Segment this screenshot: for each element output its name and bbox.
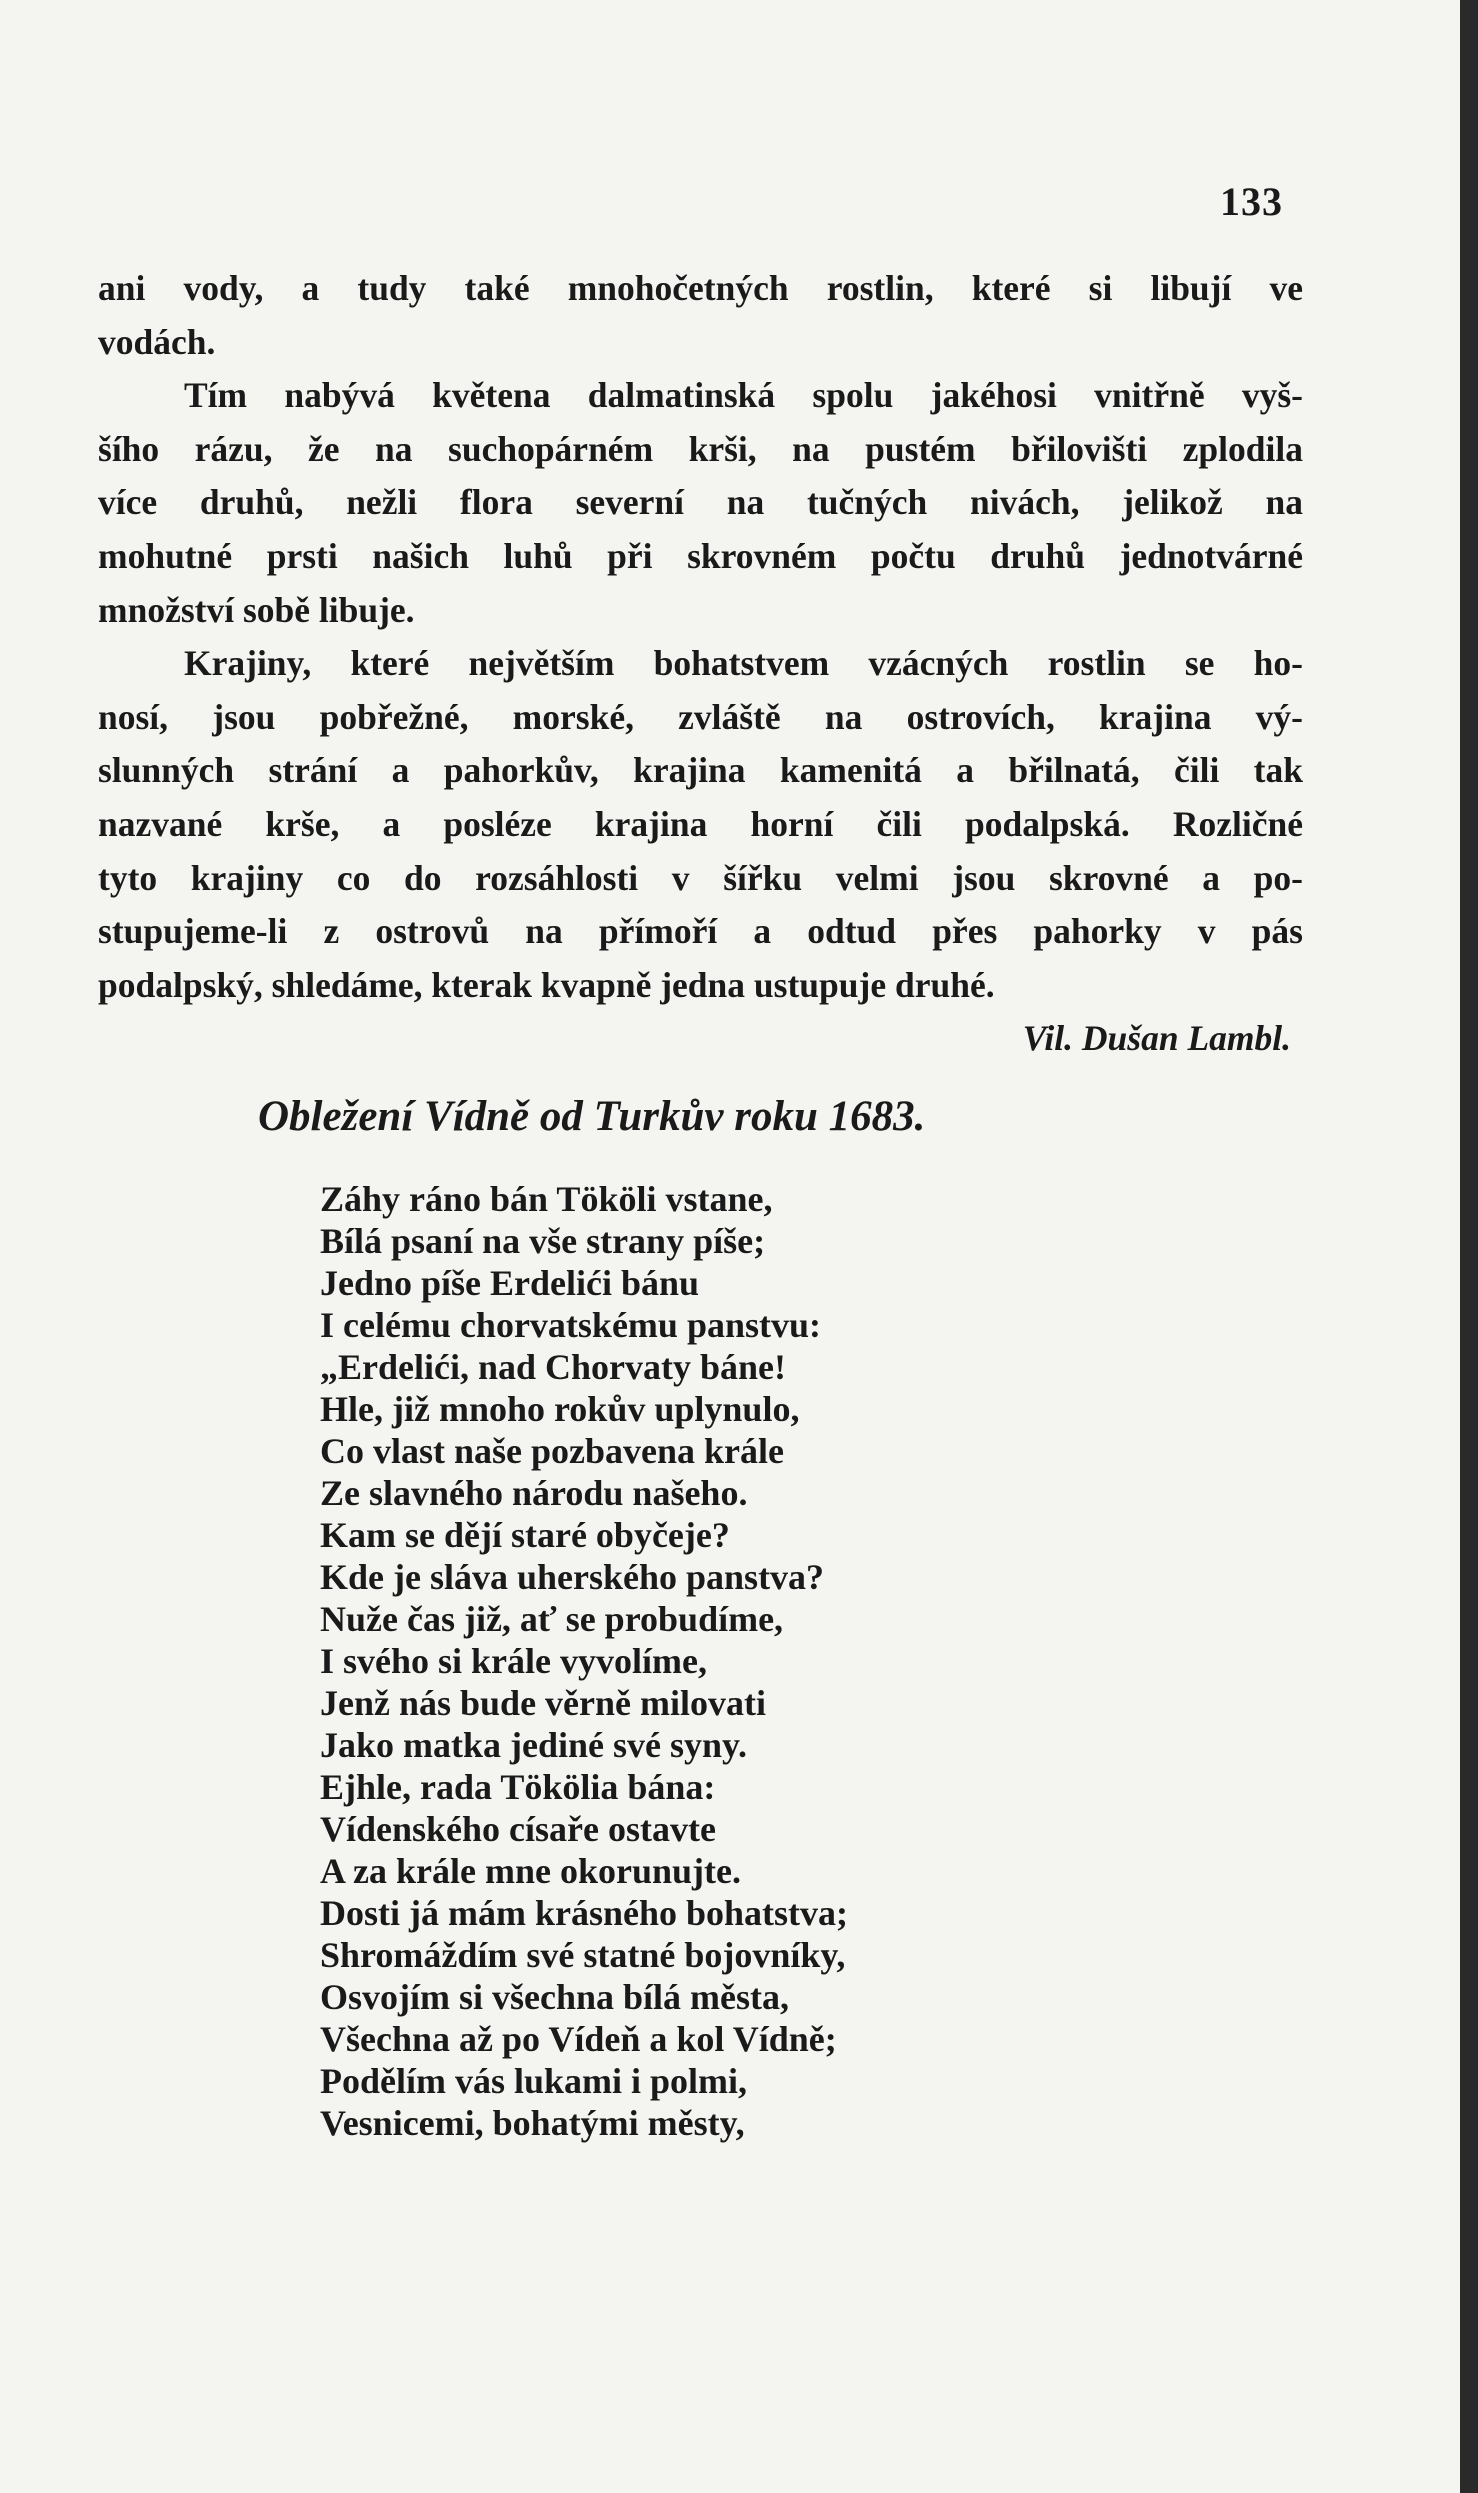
prose-line: podalpský, shledáme, kterak kvapně jedna ustupuje druhé. xyxy=(98,964,995,1005)
prose-line: množství sobě libuje. xyxy=(98,589,415,630)
poem-line: Vesnicemi, bohatými městy, xyxy=(320,2103,745,2143)
prose-line: slunných strání a pahorkův, krajina kamenitá a břilnatá, čili tak xyxy=(98,750,1303,791)
poem-line: Podělím vás lukami i polmi, xyxy=(320,2061,748,2101)
prose-line: Krajiny, které největším bohatstvem vzácných rostlin se ho- xyxy=(184,643,1303,684)
poem-line: Osvojím si všechna bílá města, xyxy=(320,1977,790,2017)
poem-line: Shromáždím své statné bojovníky, xyxy=(320,1935,846,1975)
prose-line: vodách. xyxy=(98,321,216,362)
prose-line: mohutné prsti našich luhů při skrovném počtu druhů jednotvárné xyxy=(98,535,1303,576)
poem-line: Záhy ráno bán Tököli vstane, xyxy=(320,1179,773,1219)
poem-line: A za krále mne okorunujte. xyxy=(320,1851,741,1891)
poem-line: Jedno píše Erdelići bánu xyxy=(320,1263,700,1303)
prose-line: nazvané krše, a posléze krajina horní čili podalpská. Rozličné xyxy=(98,803,1303,844)
prose-line: stupujeme-li z ostrovů na přímoří a odtud přes pahorky v pás xyxy=(98,911,1303,952)
prose-line: nosí, jsou pobřežné, morské, zvláště na ostrovích, krajina vý- xyxy=(98,696,1303,737)
prose-line: Tím nabývá květena dalmatinská spolu jakéhosi vnitřně vyš- xyxy=(184,375,1303,416)
poem-line: I svého si krále vyvolíme, xyxy=(320,1641,707,1681)
poem-line: Co vlast naše pozbavena krále xyxy=(320,1431,785,1471)
poem-title: Obležení Vídně od Turkův roku 1683. xyxy=(258,1093,926,1140)
poem-line: Jako matka jediné své syny. xyxy=(320,1725,748,1765)
prose-line: ani vody, a tudy také mnohočetných rostlin, které si libují ve xyxy=(98,268,1303,308)
prose-line: více druhů, nežli flora severní na tučných nivách, jelikož na xyxy=(98,482,1303,523)
poem-line: I celému chorvatskému panstvu: xyxy=(320,1305,821,1345)
poem-line: Ejhle, rada Tökölia bána: xyxy=(320,1767,716,1807)
poem-line: Kam se dějí staré obyčeje? xyxy=(320,1515,730,1555)
author-signature: Vil. Dušan Lambl. xyxy=(1022,1018,1291,1059)
prose-text xyxy=(98,262,1303,1066)
poem-line: Hle, již mnoho rokův uplynulo, xyxy=(320,1389,800,1429)
poem-line: Nuže čas již, ať se probudíme, xyxy=(320,1599,784,1639)
poem-line: Bílá psaní na vše strany píše; xyxy=(320,1221,766,1261)
prose-line: šího rázu, že na suchopárném krši, na pustém břilovišti zplodila xyxy=(98,428,1303,469)
poem-text xyxy=(320,1178,1020,2144)
prose-line: tyto krajiny co do rozsáhlosti v šířku velmi jsou skrovné a po- xyxy=(98,857,1303,898)
poem-line: Jenž nás bude věrně milovati xyxy=(320,1683,766,1723)
poem-line: „Erdelići, nad Chorvaty báne! xyxy=(320,1347,787,1387)
poem-line: Vídenského císaře ostavte xyxy=(320,1809,716,1849)
page-number: 133 xyxy=(1220,179,1283,224)
poem-line: Ze slavného národu našeho. xyxy=(320,1473,748,1513)
poem-line: Všechna až po Vídeň a kol Vídně; xyxy=(320,2019,837,2059)
poem-line: Kde je sláva uherského panstva? xyxy=(320,1557,825,1597)
poem-line: Dosti já mám krásného bohatstva; xyxy=(320,1893,849,1933)
